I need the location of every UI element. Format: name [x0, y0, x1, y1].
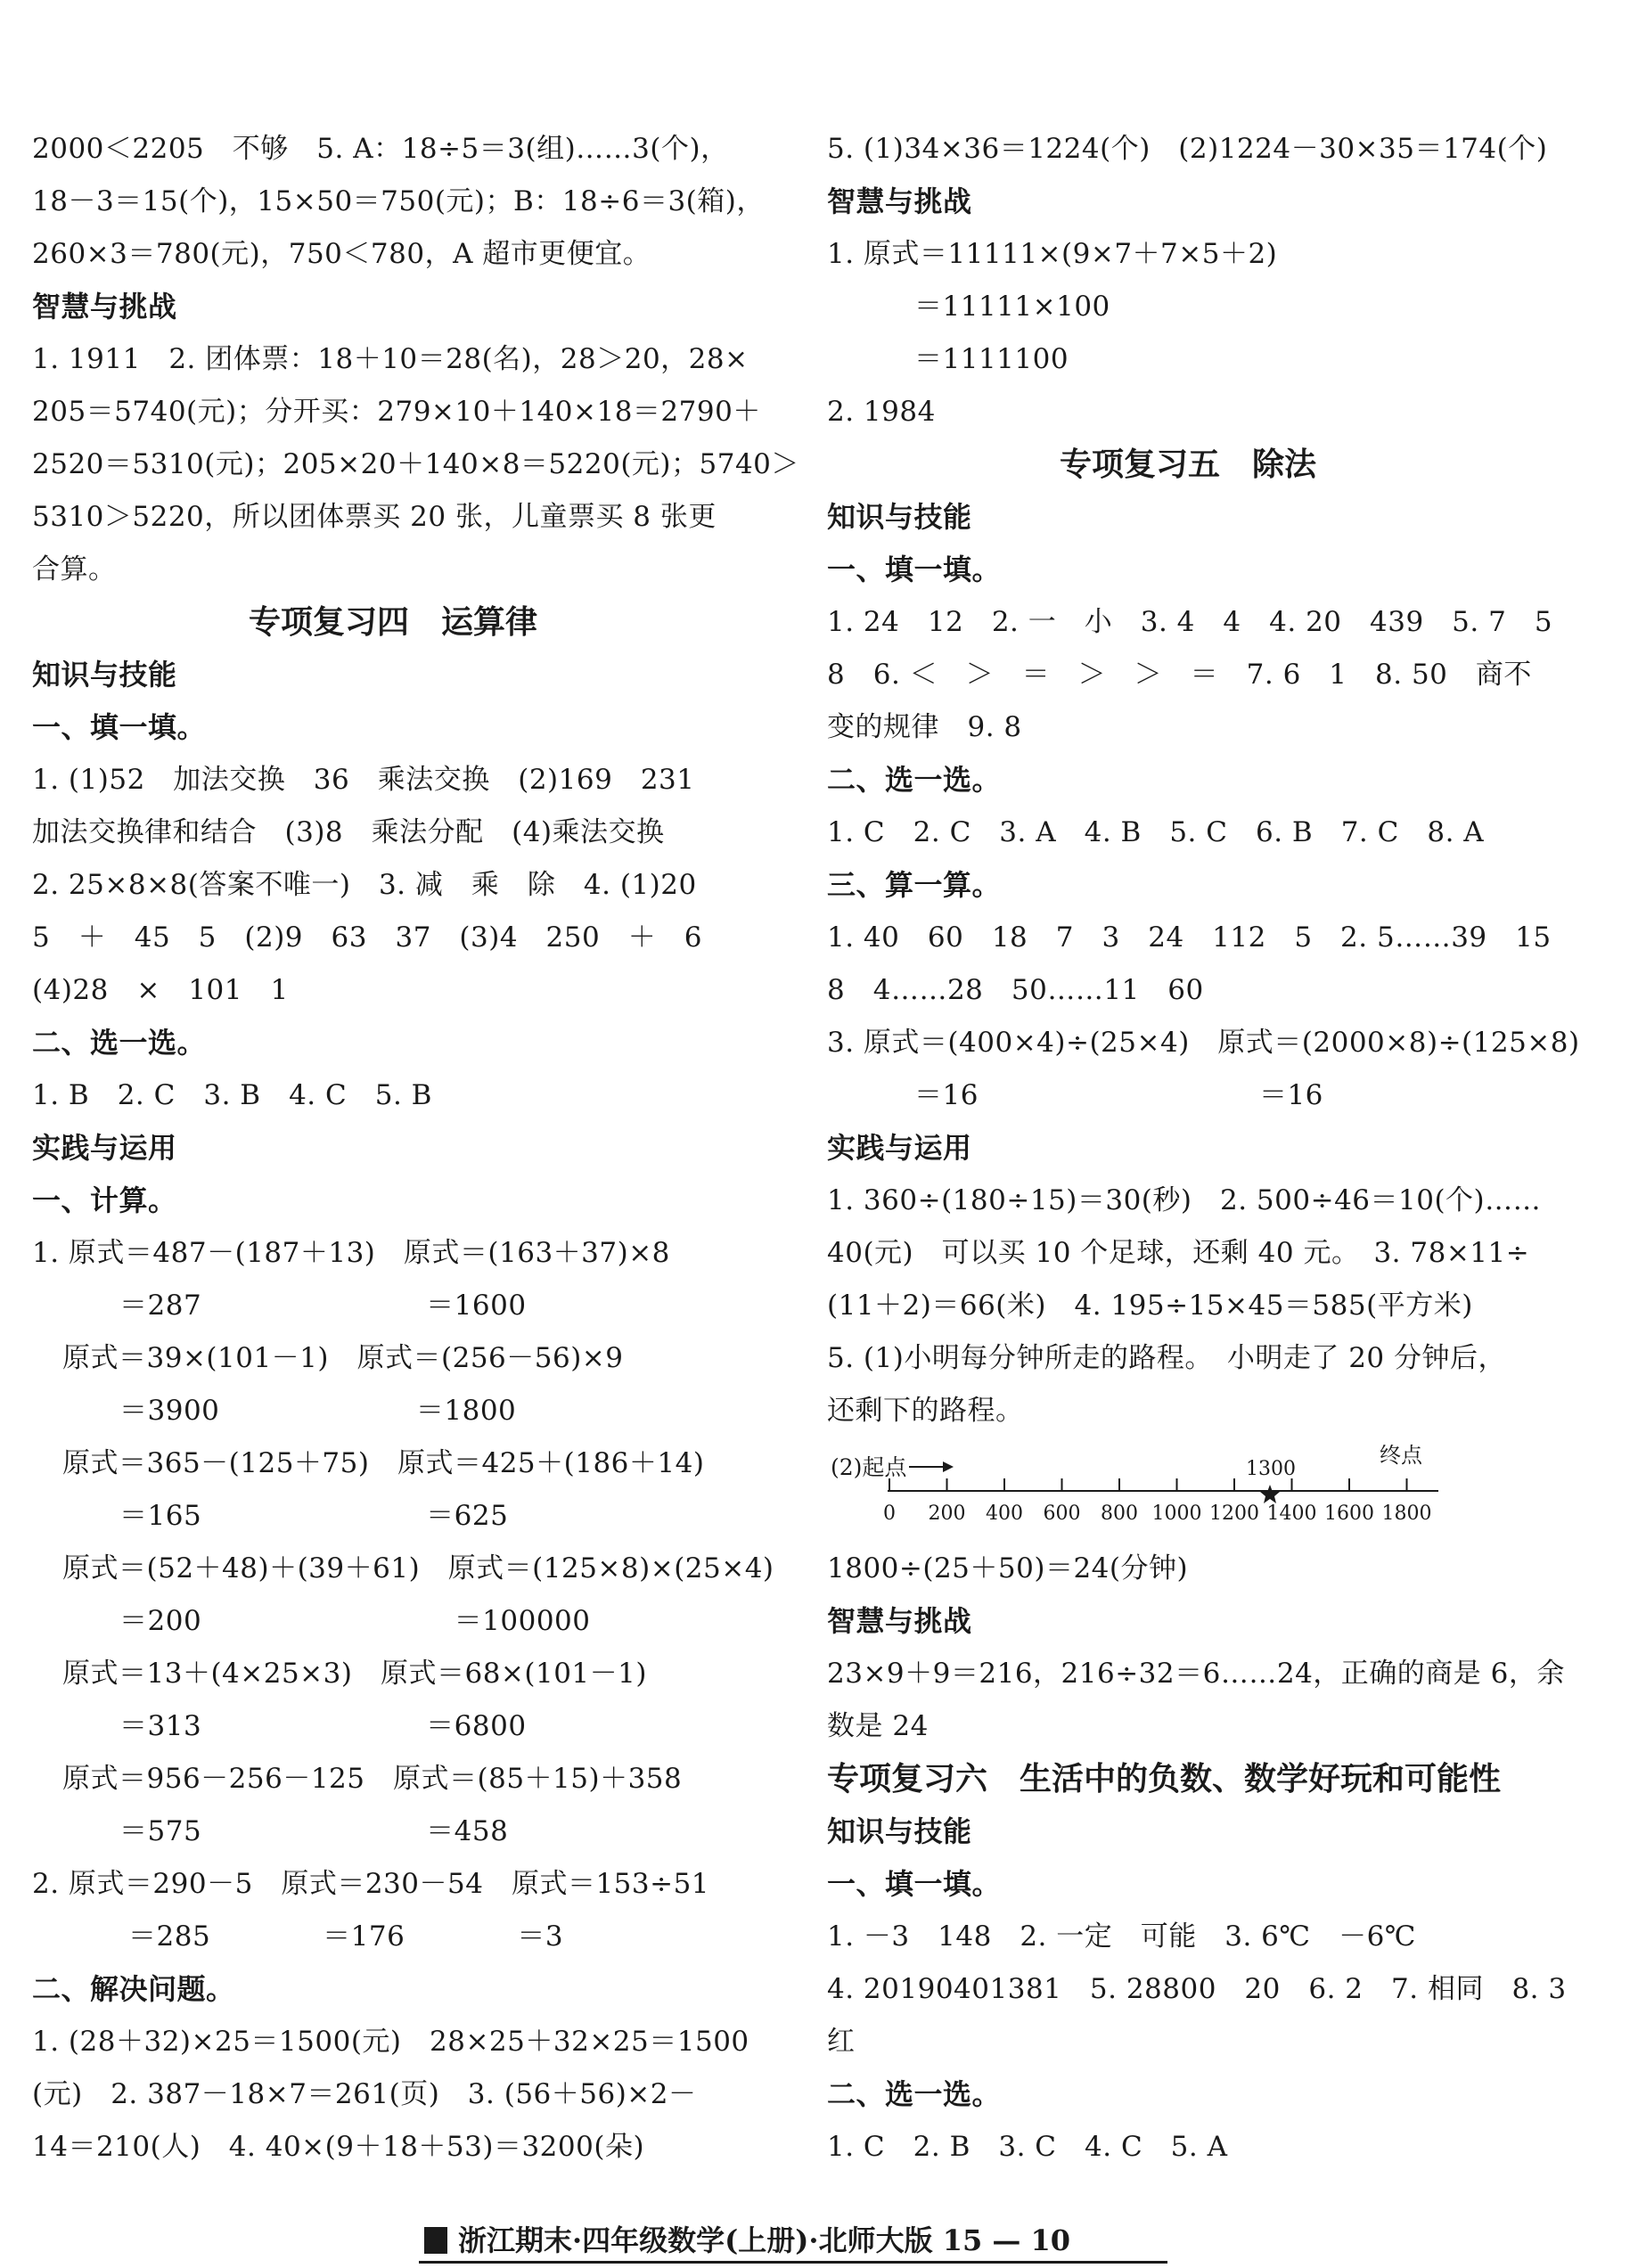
answer-line: 1. C 2. B 3. C 4. C 5. A	[827, 2131, 1228, 2163]
section-heading: 三、算一算。	[827, 868, 1002, 902]
answer-line: 原式＝39×(101－1) 原式＝(256－56)×9	[62, 1342, 624, 1374]
answer-line: 1. 原式＝487－(187＋13) 原式＝(163＋37)×8	[32, 1237, 670, 1269]
answer-line: 2. 25×8×8(答案不唯一) 3. 减 乘 除 4. (1)20	[32, 869, 697, 901]
section-heading: 智慧与挑战	[827, 1604, 972, 1638]
section-heading: 智慧与挑战	[32, 290, 177, 323]
answer-line: ＝11111×100	[914, 291, 1110, 323]
answer-line: 1. (28＋32)×25＝1500(元) 28×25＋32×25＝1500	[32, 2026, 749, 2058]
answer-line: 8 6. ＜ ＞ ＝ ＞ ＞ ＝ 7. 6 1 8. 50 商不	[827, 659, 1532, 691]
answer-line: 5310＞5220，所以团体票买 20 张，儿童票买 8 张更	[32, 501, 717, 533]
tick-label: 0	[883, 1502, 896, 1525]
answer-line: 数是 24	[827, 1710, 929, 1742]
answer-line: 260×3＝780(元)，750＜780，A 超市更便宜。	[32, 238, 651, 270]
page-footer	[419, 2218, 1167, 2268]
answer-line: (元) 2. 387－18×7＝261(页) 3. (56＋56)×2－	[32, 2078, 697, 2110]
answer-line: ＝1111100	[914, 343, 1069, 375]
answer-line: 变的规律 9. 8	[827, 711, 1022, 743]
tick-label: 1000	[1151, 1502, 1202, 1525]
answer-line: 2. 1984	[827, 396, 936, 428]
answer-line: 23×9＋9＝216，216÷32＝6……24，正确的商是 6，余	[827, 1658, 1565, 1690]
section-heading: 实践与运用	[827, 1131, 972, 1165]
answer-line: 原式＝(52＋48)＋(39＋61) 原式＝(125×8)×(25×4)	[62, 1552, 774, 1584]
answer-line: 3. 原式＝(400×4)÷(25×4) 原式＝(2000×8)÷(125×8)	[827, 1027, 1580, 1059]
answer-line: (11＋2)＝66(米) 4. 195÷15×45＝585(平方米)	[827, 1290, 1473, 1322]
answer-line: 合算。	[32, 553, 117, 585]
answer-line: ＝313 ＝6800	[119, 1710, 527, 1742]
answer-line: 5. (1)小明每分钟所走的路程。 小明走了 20 分钟后，	[827, 1342, 1506, 1374]
number-line-prefix: (2)起点	[831, 1454, 907, 1480]
tick-label: 1400	[1266, 1502, 1317, 1525]
answer-line: 1. 360÷(180÷15)＝30(秒) 2. 500÷46＝10(个)……	[827, 1184, 1542, 1216]
answer-line: 2. 原式＝290－5 原式＝230－54 原式＝153÷51	[32, 1868, 710, 1900]
answer-line: 14＝210(人) 4. 40×(9＋18＋53)＝3200(朵)	[32, 2131, 645, 2163]
right-column	[827, 123, 1580, 2174]
section-heading: 知识与技能	[827, 500, 972, 534]
answer-line: 40(元) 可以买 10 个足球，还剩 40 元。 3. 78×11÷	[827, 1237, 1530, 1269]
answer-line: 5. (1)34×36＝1224(个) (2)1224－30×35＝174(个)	[827, 133, 1548, 165]
answer-line: 8 4……28 50……11 60	[827, 974, 1204, 1006]
tick-label: 800	[1101, 1502, 1138, 1525]
answer-line: ＝16 ＝16	[914, 1079, 1323, 1111]
answer-line: 4. 20190401381 5. 28800 20 6. 2 7. 相同 8. 3	[827, 1973, 1567, 2005]
footer-rule	[419, 2261, 1167, 2264]
tick-label: 1200	[1209, 1502, 1259, 1525]
tick-label: 400	[986, 1502, 1023, 1525]
answer-line: 2000＜2205 不够 5. A：18÷5＝3(组)……3(个)，	[32, 133, 729, 165]
answer-line: ＝165 ＝625	[119, 1500, 509, 1532]
section-heading: 二、选一选。	[827, 2077, 1002, 2111]
answer-line: 1800÷(25＋50)＝24(分钟)	[827, 1552, 1189, 1584]
answer-line: 1. (1)52 加法交换 36 乘法交换 (2)169 231	[32, 764, 695, 796]
section-title: 专项复习五 除法	[1059, 446, 1316, 483]
number-line-ticks	[883, 1478, 1432, 1525]
section-heading: 智慧与挑战	[827, 184, 972, 218]
section-heading: 二、选一选。	[32, 1026, 207, 1060]
section-heading: 一、填一填。	[32, 710, 207, 744]
answer-line: 205＝5740(元)；分开买：279×10＋140×18＝2790＋	[32, 396, 761, 428]
number-line	[827, 1437, 1549, 1543]
section-heading: 知识与技能	[827, 1814, 972, 1848]
answer-line: ＝3900 ＝1800	[119, 1395, 517, 1427]
answer-line: 1. 24 12 2. 一 小 3. 4 4 4. 20 439 5. 7 5	[827, 606, 1553, 638]
section-heading: 实践与运用	[32, 1131, 177, 1165]
section-heading: 一、计算。	[32, 1183, 177, 1217]
tick-label: 1800	[1381, 1502, 1432, 1525]
section-heading: 一、填一填。	[827, 1867, 1002, 1901]
section-heading: 一、填一填。	[827, 553, 1002, 586]
star-marker-icon	[1260, 1485, 1280, 1503]
number-line-figure	[827, 1437, 1540, 1543]
answer-line: 原式＝365－(125＋75) 原式＝425＋(186＋14)	[62, 1447, 705, 1479]
left-column	[32, 123, 799, 2174]
footer-text: 浙江期末·四年级数学(上册)·北师大版 15 — 10	[458, 2223, 1071, 2257]
answer-line: (4)28 × 101 1	[32, 974, 289, 1006]
section-heading: 知识与技能	[32, 658, 177, 692]
tick-label: 1600	[1324, 1502, 1374, 1525]
answer-line: 1. 原式＝11111×(9×7＋7×5＋2)	[827, 238, 1278, 270]
answer-line: 1. 1911 2. 团体票：18＋10＝28(名)，28＞20，28×	[32, 343, 749, 375]
answer-line: 原式＝956－256－125 原式＝(85＋15)＋358	[62, 1763, 683, 1795]
section-title: 专项复习四 运算律	[248, 604, 537, 641]
answer-line: ＝287 ＝1600	[119, 1290, 527, 1322]
answer-line: 18－3＝15(个)，15×50＝750(元)；B：18÷6＝3(箱)，	[32, 185, 765, 217]
answer-line: 原式＝13＋(4×25×3) 原式＝68×(101－1)	[62, 1658, 647, 1690]
answer-line: 5 ＋ 45 5 (2)9 63 37 (3)4 250 ＋ 6	[32, 921, 702, 954]
answer-line: 红	[827, 2026, 856, 2058]
answer-line: 1. B 2. C 3. B 4. C 5. B	[32, 1079, 432, 1111]
answer-line: ＝285 ＝176 ＝3	[128, 1920, 564, 1953]
answer-line: 1. C 2. C 3. A 4. B 5. C 6. B 7. C 8. A	[827, 816, 1485, 848]
right-column-top	[827, 123, 1580, 1437]
section-heading: 二、选一选。	[827, 763, 1002, 797]
right-column-bottom	[827, 1543, 1567, 2174]
answer-line: 1. －3 148 2. 一定 可能 3. 6℃ －6℃	[827, 1920, 1416, 1953]
number-line-end-label: 终点	[1380, 1443, 1422, 1468]
section-title: 专项复习六 生活中的负数、数学好玩和可能性	[827, 1761, 1502, 1797]
start-arrow-head	[943, 1462, 954, 1472]
answer-line: ＝200 ＝100000	[119, 1605, 591, 1637]
answer-line: 加法交换律和结合 (3)8 乘法分配 (4)乘法交换	[32, 816, 665, 848]
answer-line: 2520＝5310(元)；205×20＋140×8＝5220(元)；5740＞	[32, 448, 799, 480]
answer-line: 还剩下的路程。	[827, 1395, 1024, 1427]
answer-line: 1. 40 60 18 7 3 24 112 5 2. 5……39 15	[827, 921, 1552, 954]
footer-square-icon	[424, 2227, 447, 2254]
tick-label: 600	[1043, 1502, 1081, 1525]
section-heading: 二、解决问题。	[32, 1972, 235, 2006]
number-line-marked-value: 1300	[1246, 1458, 1296, 1480]
answer-line: ＝575 ＝458	[119, 1815, 509, 1847]
tick-label: 200	[928, 1502, 966, 1525]
